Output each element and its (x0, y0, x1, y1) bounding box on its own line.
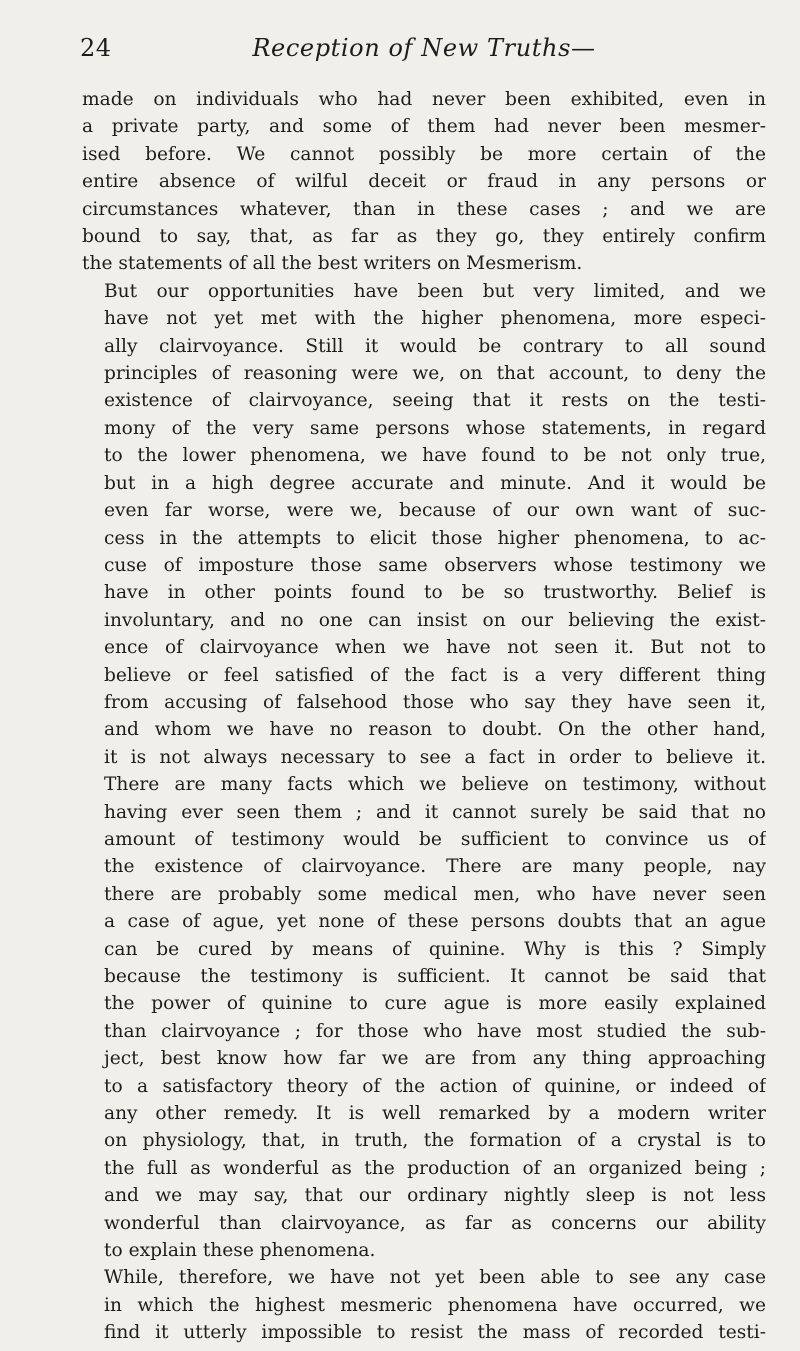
text-line: on physiology, that, in truth, the formation of a crystal is to (104, 1130, 766, 1152)
text-line: the power of quinine to cure ague is more easily explained (104, 993, 766, 1015)
text-line: wonderful than clairvoyance, as far as concerns our ability (104, 1212, 766, 1234)
text-line: made on individuals who had never been exhibited, even in (82, 89, 766, 110)
text-line: have not yet met with the higher phenomena, more especi- (104, 308, 766, 330)
running-head (80, 34, 768, 68)
text-line: But our opportunities have been but very limited, and we (104, 280, 766, 302)
text-line: even far worse, were we, because of our own want of suc- (104, 500, 766, 522)
text-line: entire absence of wilful deceit or fraud in any persons or (82, 171, 766, 193)
text-line: but in a high degree accurate and minute. And it would be (104, 472, 766, 494)
text-line: bound to say, that, as far as they go, they entirely confirm (82, 226, 766, 248)
page-number: 24 (80, 34, 112, 62)
paragraph (82, 278, 766, 1265)
text-line: and we may say, that our ordinary nightly sleep is not less (104, 1185, 766, 1207)
text-line: ject, best know how far we are from any thing approaching (104, 1048, 766, 1070)
text-line: to explain these phenomena. (104, 1240, 376, 1262)
text-line: because the testimony is sufficient. It cannot be said that (104, 966, 766, 987)
text-line: circumstances whatever, than in these cases ; and we are (82, 198, 766, 220)
text-line: having ever seen them ; and it cannot surely be said that no (104, 801, 766, 823)
text-line: from accusing of falsehood those who say they have seen it, (104, 691, 766, 713)
text-line: can be cured by means of quinine. Why is this ? Simply (104, 938, 766, 960)
text-line: there are probably some medical men, who have never seen (104, 883, 766, 905)
text-line: find it utterly impossible to resist the mass of recorded testi- (104, 1322, 766, 1344)
text-line: amount of testimony would be sufficient to convince us of (104, 828, 766, 850)
text-line: cuse of imposture those same observers whose testimony we (104, 554, 766, 576)
text-line: any other remedy. It is well remarked by a modern writer (104, 1103, 766, 1125)
text-line: principles of reasoning were we, on that account, to deny the (104, 363, 766, 385)
text-line: ally clairvoyance. Still it would be contrary to all sound (104, 335, 766, 357)
text-line: the existence of clairvoyance. There are many people, nay (104, 856, 766, 878)
text-line: ised before. We cannot possibly be more certain of the (82, 143, 766, 165)
text-line: cess in the attempts to elicit those higher phenomena, to ac- (104, 527, 766, 549)
running-title: Reception of New Truths— (252, 34, 596, 62)
text-line: to a satisfactory theory of the action of quinine, or indeed of (104, 1075, 766, 1097)
text-line: and whom we have no reason to doubt. On the other hand, (104, 719, 766, 741)
text-line: to the lower phenomena, we have found to be not only true, (104, 445, 766, 467)
text-line: in which the highest mesmeric phenomena have occurred, we (104, 1294, 766, 1316)
text-line: existence of clairvoyance, seeing that it rests on the testi- (104, 390, 766, 412)
text-line: believe or feel satisfied of the fact is a very different thing (104, 664, 766, 686)
text-line: ence of clairvoyance when we have not seen it. But not to (104, 637, 766, 659)
text-line: the full as wonderful as the production of an organized being ; (104, 1157, 766, 1179)
text-line: have in other points found to be so trustworthy. Belief is (104, 582, 766, 604)
text-line: involuntary, and no one can insist on our believing the exist- (104, 609, 766, 631)
text-line: than clairvoyance ; for those who have most studied the sub- (104, 1020, 766, 1042)
text-line: There are many facts which we believe on testimony, without (104, 774, 766, 796)
text-line: a private party, and some of them had never been mesmer- (82, 116, 766, 138)
text-line: the statements of all the best writers on Mesmerism. (82, 253, 583, 275)
book-page (60, 0, 768, 1351)
text-line: While, therefore, we have not yet been able to see any case (104, 1267, 766, 1289)
paragraph (82, 86, 766, 278)
text-line: mony of the very same persons whose statements, in regard (104, 417, 766, 439)
text-line: it is not always necessary to see a fact in order to believe it. (104, 746, 766, 768)
paragraph (82, 1264, 766, 1346)
body-text (82, 86, 766, 1347)
text-line: a case of ague, yet none of these persons doubts that an ague (104, 911, 766, 933)
